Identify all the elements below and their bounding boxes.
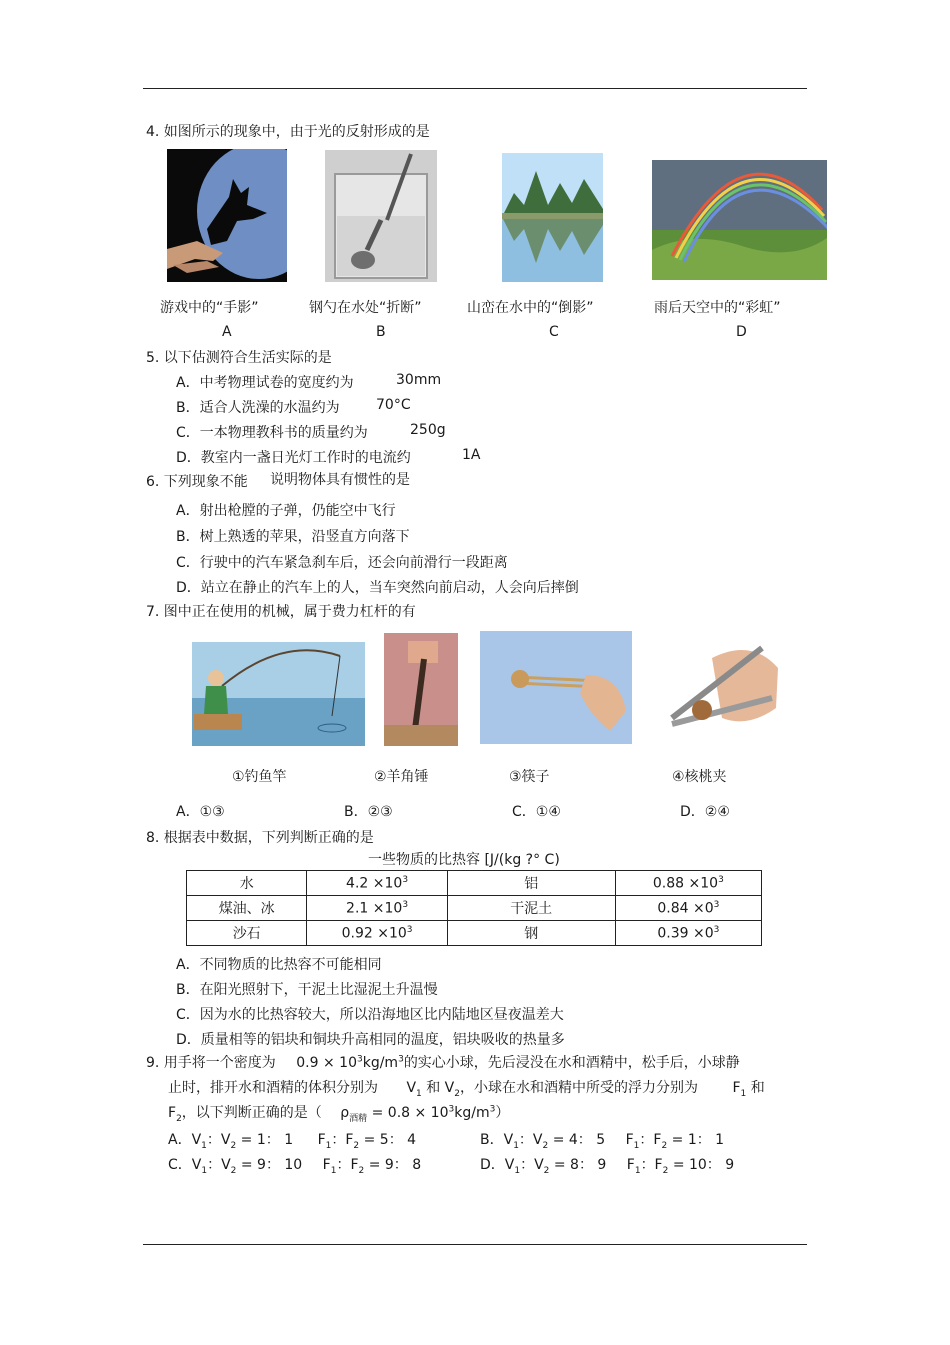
table-cell: $0.88 \times 10^3$ <box>615 871 761 896</box>
q7-caption-3: ③筷子 <box>509 769 550 785</box>
q9-option-a: A．$V_1$：$V_2 = 1$： 1 $F_1$：$F_2 = 5$： 4 <box>168 1132 417 1151</box>
top-rule <box>143 88 807 89</box>
table-cell: 铝 <box>447 871 615 896</box>
q5-stem: 5. 以下估测符合生活实际的是 <box>146 350 332 366</box>
q7-caption-4: ④核桃夹 <box>672 769 727 785</box>
claw-hammer-image <box>384 633 458 746</box>
table-cell: $0.92 \times 10^3$ <box>307 921 447 946</box>
q7-caption-2: ②羊角锤 <box>374 769 429 785</box>
q4-letter-a: A <box>222 324 232 340</box>
q4-caption-c: 山峦在水中的“倒影” <box>467 300 594 316</box>
table-cell: 钢 <box>447 921 615 946</box>
mountain-reflection-image <box>502 153 603 282</box>
q7-option-a: A．①③ <box>176 804 225 820</box>
table-cell: 煤油、冰 <box>187 896 307 921</box>
q4-caption-b: 钢勺在水处“折断” <box>309 300 422 316</box>
q9-line-3: $F_2$，以下判断正确的是（ $\rho_{酒精} = 0.8 \times 10^3kg/m^3$） <box>168 1104 510 1124</box>
q5-option-a-value: 30mm <box>396 372 442 388</box>
q4-caption-d: 雨后天空中的“彩虹” <box>654 300 781 316</box>
q9-option-d: D．$V_1$：$V_2 = 8$： 9 $F_1$：$F_2 = 10$： 9 <box>480 1157 735 1176</box>
q6-stem-b: 说明物体具有惯性的是 <box>270 472 410 488</box>
table-cell: 沙石 <box>187 921 307 946</box>
rainbow-image <box>652 160 827 280</box>
specific-heat-table <box>186 870 762 946</box>
chopsticks-image <box>480 631 632 744</box>
q8-option-d: D．质量相等的铝块和铜块升高相同的温度，铝块吸收的热量多 <box>176 1032 565 1048</box>
q4-letter-c: C <box>549 324 559 340</box>
table-row <box>187 921 762 946</box>
q6-option-b: B．树上熟透的苹果，沿竖直方向落下 <box>176 529 410 545</box>
q7-caption-1: ①钓鱼竿 <box>232 769 287 785</box>
spoon-in-water-image <box>325 150 437 282</box>
table-cell: 水 <box>187 871 307 896</box>
q7-option-c: C．①④ <box>512 804 561 820</box>
table-row <box>187 871 762 896</box>
q8-option-b: B．在阳光照射下，干泥土比湿泥土升温慢 <box>176 982 438 998</box>
q4-stem: 4. 如图所示的现象中，由于光的反射形成的是 <box>146 124 430 140</box>
q9-option-c: C．$V_1$：$V_2 = 9$： 10 $F_1$：$F_2 = 9$： 8 <box>168 1157 422 1176</box>
q9-line-1: 9. 用手将一个密度为 $0.9 \times 10^3kg/m^3$的实心小球，先后浸没在水和酒精中，松手后，小球静 <box>146 1054 740 1071</box>
table-cell: $4.2 \times 10^3$ <box>307 871 447 896</box>
q5-option-d-value: 1A <box>462 447 481 463</box>
q6-stem-a: 6. 下列现象不能 <box>146 474 248 490</box>
fishing-rod-image <box>192 642 365 746</box>
hand-shadow-image <box>167 149 287 282</box>
q7-option-b: B．②③ <box>344 804 393 820</box>
table-row <box>187 896 762 921</box>
table-cell: $2.1 \times 10^3$ <box>307 896 447 921</box>
q4-letter-b: B <box>376 324 386 340</box>
q5-option-b: B．适合人洗澡的水温约为 <box>176 400 340 416</box>
q4-caption-a: 游戏中的“手影” <box>160 300 259 316</box>
q5-option-c-value: 250g <box>410 422 446 438</box>
q5-option-a: A．中考物理试卷的宽度约为 <box>176 375 354 391</box>
q6-option-a: A．射出枪膛的子弹，仍能空中飞行 <box>176 503 396 519</box>
q9-line-2: 止时，排开水和酒精的体积分别为 $V_1$ 和 $V_2$，小球在水和酒精中所受的浮力分别为 $F_1$ 和 <box>168 1080 765 1099</box>
table-cell: $0.39 \times 0^3$ <box>615 921 761 946</box>
q7-option-d: D．②④ <box>680 804 730 820</box>
q6-option-d: D．站立在静止的汽车上的人，当车突然向前启动，人会向后摔倒 <box>176 580 579 596</box>
table-cell: 干泥土 <box>447 896 615 921</box>
q7-stem: 7. 图中正在使用的机械，属于费力杠杆的有 <box>146 604 416 620</box>
q8-option-c: C．因为水的比热容较大，所以沿海地区比内陆地区昼夜温差大 <box>176 1007 564 1023</box>
bottom-rule <box>143 1244 807 1245</box>
q8-stem: 8. 根据表中数据，下列判断正确的是 <box>146 830 374 846</box>
q4-letter-d: D <box>736 324 747 340</box>
nutcracker-image <box>652 628 783 741</box>
table-cell: $0.84 \times 0^3$ <box>615 896 761 921</box>
q8-option-a: A．不同物质的比热容不可能相同 <box>176 957 382 973</box>
q5-option-c: C．一本物理教科书的质量约为 <box>176 425 368 441</box>
q5-option-d: D．教室内一盏日光灯工作时的电流约 <box>176 450 411 466</box>
q9-option-b: B．$V_1$：$V_2 = 4$： 5 $F_1$：$F_2 = 1$： 1 <box>480 1132 725 1151</box>
q6-option-c: C．行驶中的汽车紧急刹车后，还会向前滑行一段距离 <box>176 555 508 571</box>
table-title: 一些物质的比热容 [J/(kg ?° C) <box>368 852 560 868</box>
q5-option-b-value: 70°C <box>376 397 411 413</box>
